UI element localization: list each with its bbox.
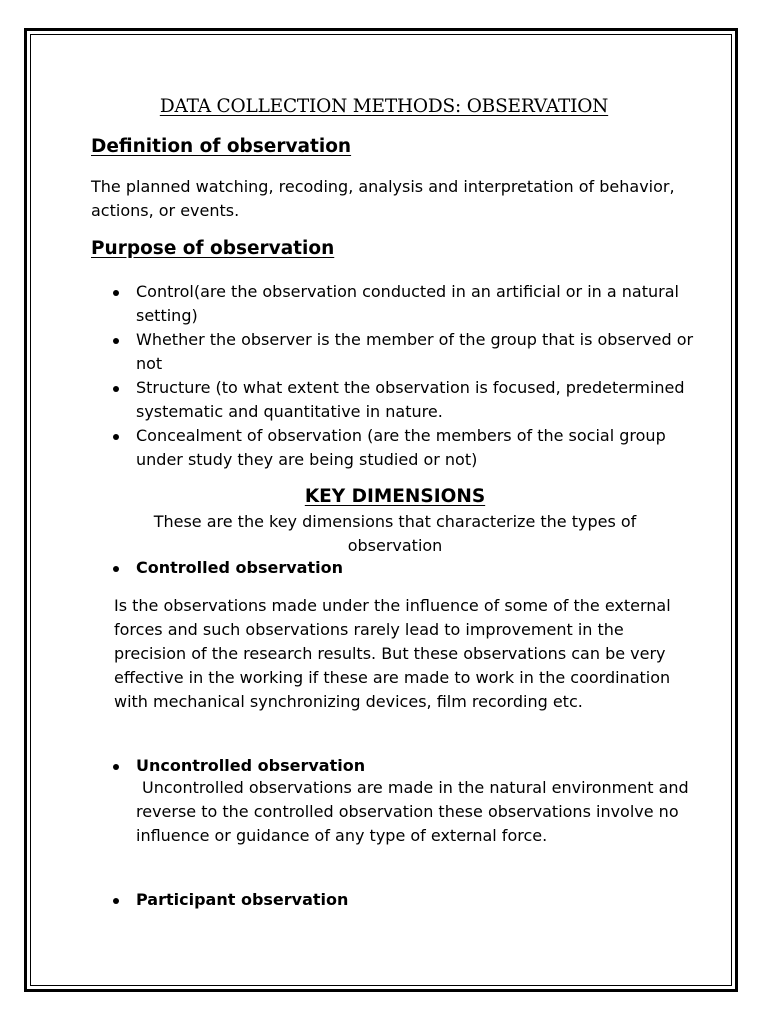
purpose-list (136, 280, 696, 472)
uncontrolled-observation-text: Uncontrolled observations are made in the natural environment and reverse to the controlled observation these observations involve no influence or guidance of any type of external force. (136, 778, 689, 845)
controlled-observation-label (136, 556, 343, 580)
bullet-icon (113, 898, 119, 904)
bullet-icon (113, 566, 119, 572)
list-item (136, 280, 696, 328)
bullet-icon (113, 434, 119, 440)
bullet-icon (113, 290, 119, 296)
uncontrolled-label-text: Uncontrolled observation (136, 756, 366, 775)
key-dimensions-intro: These are the key dimensions that characterize the types of observation (153, 512, 637, 555)
list-item (136, 376, 696, 424)
list-item (136, 328, 696, 376)
bullet-icon (113, 338, 119, 344)
definition-heading: Definition of observation (91, 136, 352, 157)
list-item (136, 424, 696, 472)
purpose-item-text: Concealment of observation (are the members of the social group under study they are being studied or not) (136, 426, 666, 469)
purpose-item-text: Structure (to what extent the observation is focused, predetermined systematic and quantitative in nature. (136, 378, 685, 421)
controlled-label-text: Controlled observation (136, 558, 343, 577)
uncontrolled-observation-label (136, 754, 365, 778)
definition-text: The planned watching, recoding, analysis and interpretation of behavior, actions, or events. (91, 177, 675, 220)
purpose-item-text: Control(are the observation conducted in an artificial or in a natural setting) (136, 282, 679, 325)
document-title: DATA COLLECTION METHODS: OBSERVATION (159, 96, 609, 117)
purpose-item-text: Whether the observer is the member of the group that is observed or not (136, 330, 694, 373)
purpose-heading: Purpose of observation (91, 238, 335, 259)
key-dimensions-heading: KEY DIMENSIONS (304, 486, 486, 507)
bullet-icon (113, 764, 119, 770)
bullet-icon (113, 386, 119, 392)
participant-label-text: Participant observation (136, 890, 349, 909)
participant-observation-label (136, 888, 348, 912)
controlled-observation-text: Is the observations made under the influence of some of the external forces and such observations rarely lead to improvement in the precision of the research results. But these observations can be very effective in the working if these are made to work in the coordination with mechanical synchronizing devices, film recording etc. (114, 596, 671, 711)
